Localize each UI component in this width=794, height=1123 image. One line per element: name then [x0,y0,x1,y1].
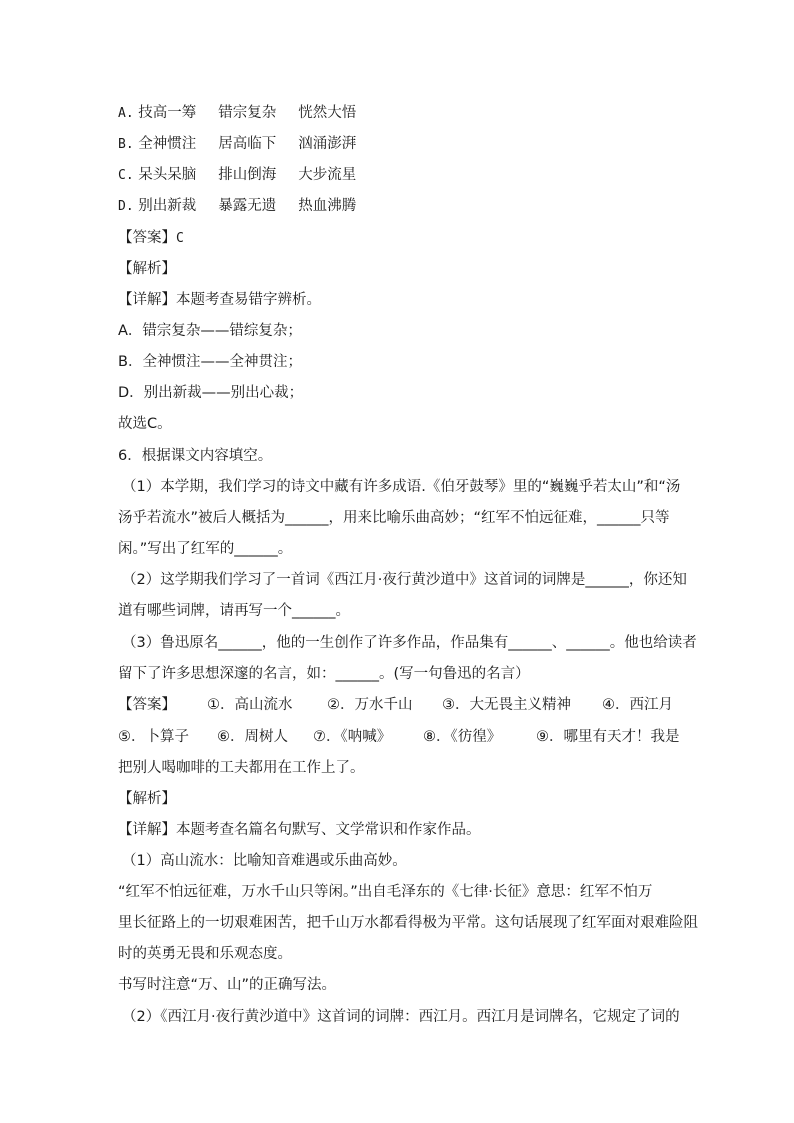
q5-conclusion: 故选C。 [118,416,172,432]
q6-explanation-2-line2: 里长征路上的一切艰难困苦，把千山万水都看得极为平常。这句话展现了红军面对艰难险阻 [118,915,698,931]
option-word: 恍然大悟 [298,105,357,121]
option-word: 呆头呆脑 [138,167,197,183]
option-label: A. [118,106,134,121]
q6-part1-line2: 汤乎若流水”被后人概括为______，用来比喻乐曲高妙；“红军不怕远征难，______只等 [118,510,670,526]
q6-answer-continued: 把别人喝咖啡的工夫都用在工作上了。 [118,760,365,776]
q6-explanation-1: （1）高山流水：比喻知音难遇或乐曲高妙。 [122,853,407,869]
option-c [118,165,356,186]
analysis-heading: 【解析】 [118,261,176,277]
q6-answer-9: ⑨．哪里有天才！我是 [536,729,680,745]
option-word: 暴露无遗 [218,198,277,214]
q6-detail: 【详解】本题考查名篇名句默写、文学常识和作家作品。 [118,822,481,838]
q6-part1-line3: 闲。”写出了红军的______。 [118,541,293,557]
q6-answer-5: ⑤．卜算子 [118,729,189,745]
option-word: 居高临下 [218,136,277,152]
answer-label: 【答案】 [118,230,176,246]
answer-value: C [176,231,184,246]
option-word: 错宗复杂 [218,105,277,121]
analysis-heading-2: 【解析】 [118,791,176,807]
option-label: C. [118,168,134,183]
q6-answer-6: ⑥．周树人 [217,729,288,745]
option-a [118,103,356,124]
q6-title: 6．根据课文内容填空。 [118,448,273,464]
q6-part3-line2: 留下了许多思想深邃的名言，如：______。(写一句鲁迅的名言） [118,666,530,682]
q6-answer-2: ②．万水千山 [327,697,413,713]
option-word: 排山倒海 [218,167,277,183]
q6-explanation-2-line3: 时的英勇无畏和乐观态度。 [118,946,292,962]
q6-explanation-4: （2）《西江月·夜行黄沙道中》这首词的词牌：西江月。西江月是词牌名，它规定了词的 [122,1009,680,1025]
q5-detail: 【详解】本题考查易错字辨析。 [118,292,321,308]
option-word: 技高一筹 [138,105,197,121]
q6-answer-4: ④．西江月 [602,697,673,713]
q6-answer-3: ③．大无畏主义精神 [442,697,571,713]
q5-correction-a: A．错宗复杂——错综复杂； [118,323,302,339]
q5-correction-d: D．别出新裁——别出心裁； [118,385,304,401]
q6-answer-1: ①．高山流水 [207,697,293,713]
option-word: 大步流星 [298,167,357,183]
q6-part2-line1: （2）这学期我们学习了一首词《西江月·夜行黄沙道中》这首词的词牌是______，你还知 [122,572,687,588]
q6-answer-8: ⑧．《彷徨》 [423,729,502,745]
option-label: D. [118,199,134,214]
q5-answer [118,228,184,249]
q6-part3-line1: （3）鲁迅原名______，他的一生创作了许多作品，作品集有______、______。他也给读者 [122,635,697,651]
q5-correction-b: B．全神惯注——全神贯注； [118,354,302,370]
option-label: B. [118,137,134,152]
option-word: 全神惯注 [138,136,197,152]
option-word: 别出新裁 [138,198,197,214]
q6-explanation-2-line1: “红军不怕远征难，万水千山只等闲。”出自毛泽东的《七律·长征》意思：红军不怕万 [118,884,653,900]
option-b [118,134,356,155]
q6-explanation-3: 书写时注意“万、山”的正确写法。 [118,977,337,993]
q6-answer-7: ⑦．《呐喊》 [313,729,392,745]
option-word: 热血沸腾 [298,198,357,214]
q6-answer-label: 【答案】 [118,697,176,713]
q6-part1-line1: （1）本学期，我们学习的诗文中藏有许多成语.《伯牙鼓琴》里的“巍巍乎若太山”和“汤 [122,479,681,495]
q6-part2-line2: 道有哪些词牌，请再写一个______。 [118,603,350,619]
option-word: 汹涌澎湃 [298,136,357,152]
option-d [118,196,356,217]
